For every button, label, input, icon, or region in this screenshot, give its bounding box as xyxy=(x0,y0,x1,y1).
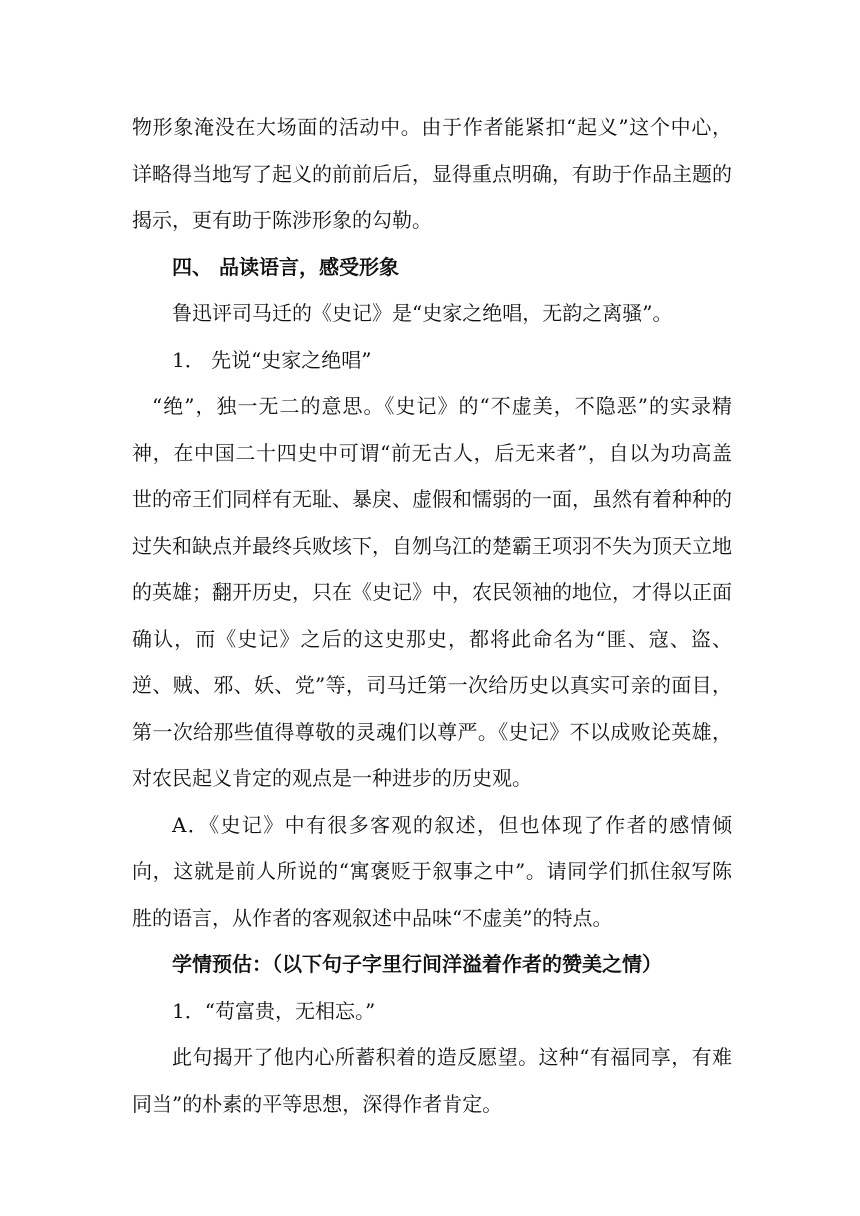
quote-item-1: 1．“苟富贵，无相忘。” xyxy=(172,998,376,1023)
section-heading: 四、 品读语言，感受形象 xyxy=(172,254,399,279)
paragraph-quote-intro: 鲁迅评司马迁的《史记》是“史家之绝唱，无韵之离骚”。 xyxy=(172,301,673,325)
paragraph-explanation: “绝”，独一无二的意思。《史记》的“不虚美，不隐恶”的实录精神，在中国二十四史中可谓“前无古人，后无来者”，自以为功高盖世的帝王们同样有无耻、暴戾、虚假和懦弱的一面，虽然有着种种的过失和缺点并最终兵败垓下，自刎乌江的楚霸王项羽不失为顶天立地的英雄；翻开历史，只在《史记》中，农民领袖的地位，才得以正面确认，而《史记》之后的这史那史，都将此命名为“匪、寇、盗、逆、贼、邪、妖、党”等，司马迁第一次给历史以真实可亲的面目，第一次给那些值得尊敬的灵魂们以尊严。《史记》不以成败论英雄，对农民起义肯定的观点是一种进步的历史观。 xyxy=(132,394,732,790)
paragraph-continuation: 物形象淹没在大场面的活动中。由于作者能紧扣“起义”这个中心，详略得当地写了起义的前前后后，显得重点明确，有助于作品主题的揭示，更有助于陈涉形象的勾勒。 xyxy=(132,115,732,232)
document-body xyxy=(132,104,732,1127)
learning-estimate-heading: 学情预估：（以下句子字里行间洋溢着作者的赞美之情） xyxy=(172,952,662,976)
subheading-item-1: 1． 先说“史家之绝唱” xyxy=(172,347,372,372)
paragraph-analysis: 此句揭开了他内心所蓄积着的造反愿望。这种“有福同享，有难同当”的朴素的平等思想，深得作者肯定。 xyxy=(132,1045,732,1116)
paragraph-task-a: A．《史记》中有很多客观的叙述，但也体现了作者的感情倾向，这就是前人所说的“寓褒贬于叙事之中”。请同学们抓住叙写陈胜的语言，从作者的客观叙述中品味“不虚美”的特点。 xyxy=(132,812,732,930)
